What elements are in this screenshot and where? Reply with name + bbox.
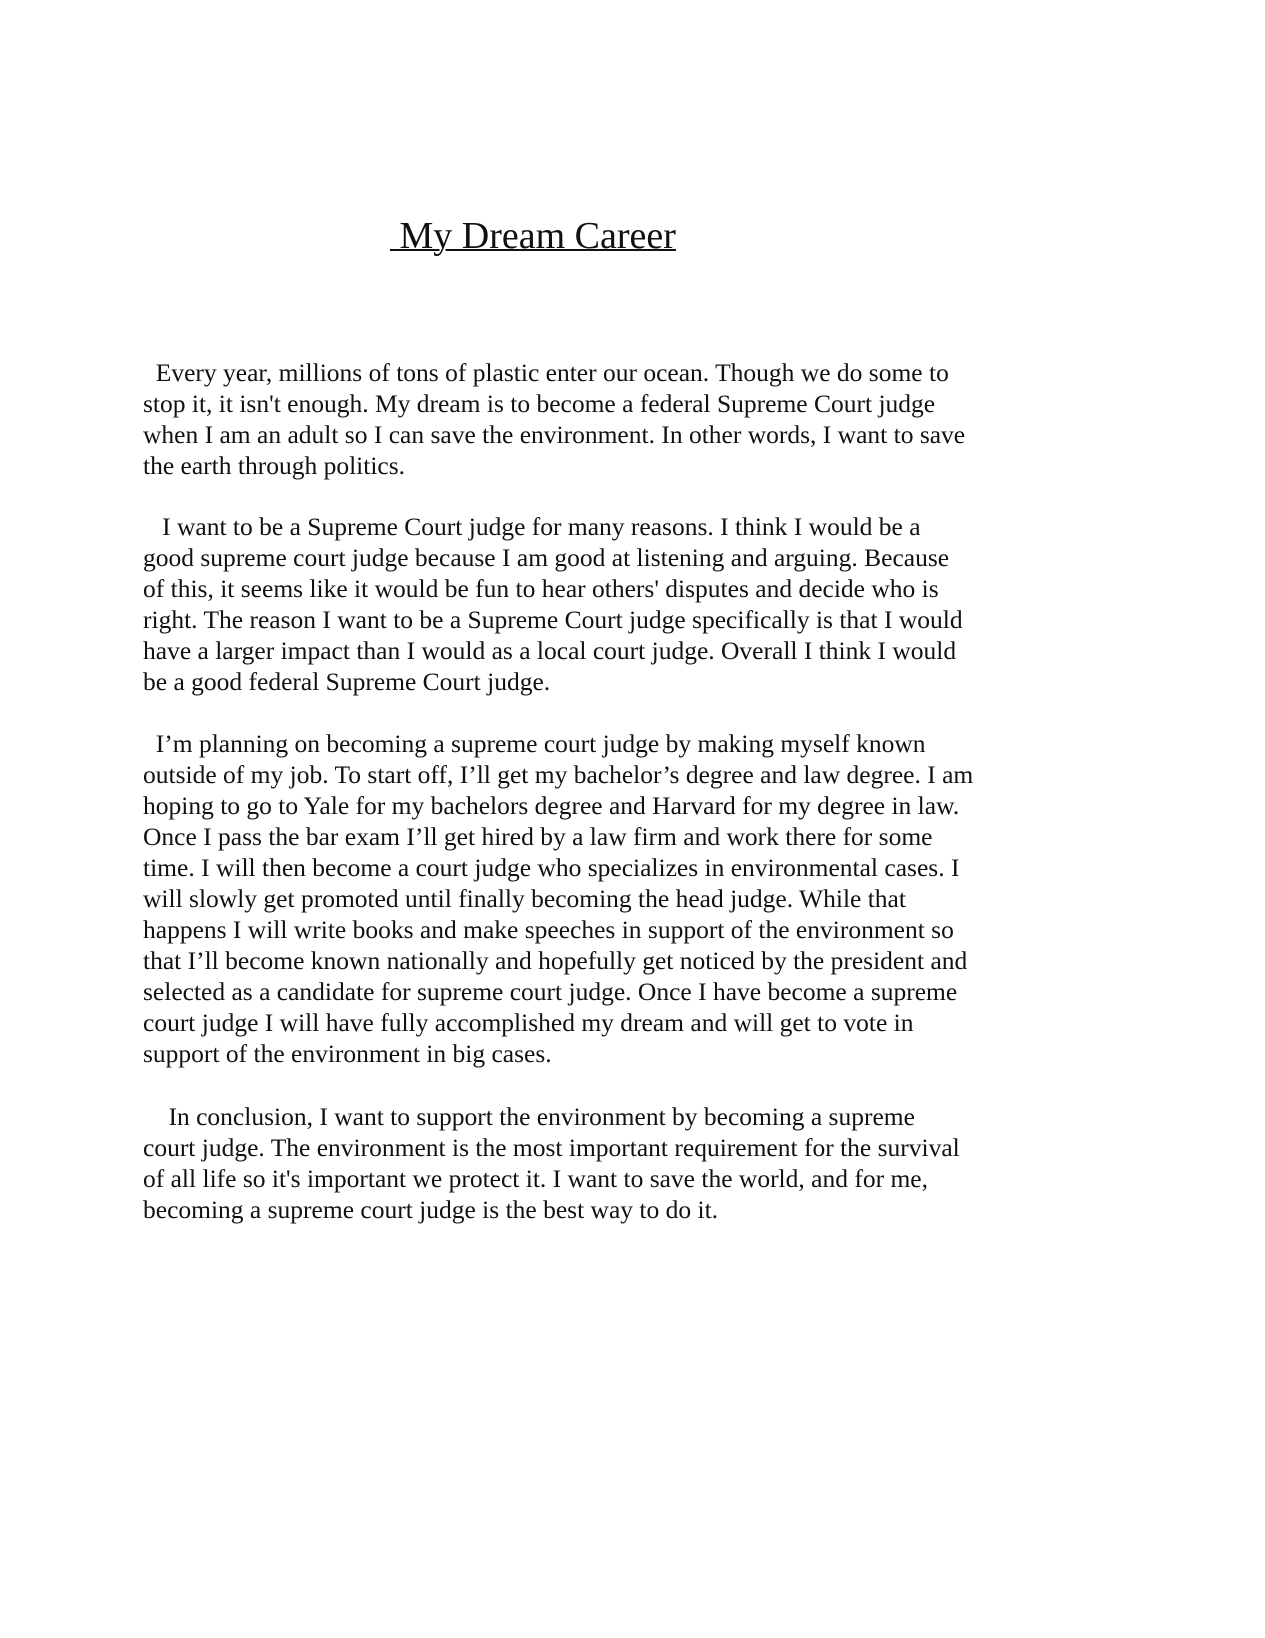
- text-line: court judge. The environment is the most important requirement for the survival: [143, 1133, 960, 1162]
- text-line: In conclusion, I want to support the environment by becoming a supreme: [143, 1102, 915, 1131]
- text-line: will slowly get promoted until finally becoming the head judge. While that: [143, 884, 906, 913]
- text-line: have a larger impact than I would as a local court judge. Overall I think I would: [143, 636, 957, 665]
- text-line: outside of my job. To start off, I’ll get my bachelor’s degree and law degree. I am: [143, 760, 974, 789]
- paragraph-3: [143, 728, 1073, 1069]
- text-line: the earth through politics.: [143, 451, 406, 480]
- text-line: time. I will then become a court judge who specializes in environmental cases. I: [143, 853, 960, 882]
- text-line: of all life so it's important we protect it. I want to save the world, and for me,: [143, 1164, 928, 1193]
- text-line: Every year, millions of tons of plastic enter our ocean. Though we do some to: [143, 358, 949, 387]
- text-line: becoming a supreme court judge is the best way to do it.: [143, 1195, 719, 1224]
- text-line: when I am an adult so I can save the environment. In other words, I want to save: [143, 420, 966, 449]
- text-line: good supreme court judge because I am good at listening and arguing. Because: [143, 543, 950, 572]
- text-line: that I’ll become known nationally and hopefully get noticed by the president and: [143, 946, 968, 975]
- text-line: stop it, it isn't enough. My dream is to become a federal Supreme Court judge: [143, 389, 936, 418]
- text-line: be a good federal Supreme Court judge.: [143, 667, 551, 696]
- text-line: happens I will write books and make speeches in support of the environment so: [143, 915, 954, 944]
- paragraph-2: [143, 511, 1073, 697]
- document-title: My Dream Career: [390, 215, 676, 257]
- paragraph-1: [143, 357, 1073, 481]
- text-line: support of the environment in big cases.: [143, 1039, 552, 1068]
- text-line: of this, it seems like it would be fun to hear others' disputes and decide who is: [143, 574, 939, 603]
- text-line: right. The reason I want to be a Supreme Court judge specifically is that I would: [143, 605, 963, 634]
- text-line: selected as a candidate for supreme court judge. Once I have become a supreme: [143, 977, 958, 1006]
- text-line: I’m planning on becoming a supreme court judge by making myself known: [143, 729, 926, 758]
- text-line: I want to be a Supreme Court judge for many reasons. I think I would be a: [143, 512, 921, 541]
- text-line: hoping to go to Yale for my bachelors degree and Harvard for my degree in law.: [143, 791, 960, 820]
- paragraph-4: [143, 1101, 1073, 1225]
- text-line: Once I pass the bar exam I’ll get hired by a law firm and work there for some: [143, 822, 933, 851]
- text-line: court judge I will have fully accomplished my dream and will get to vote in: [143, 1008, 914, 1037]
